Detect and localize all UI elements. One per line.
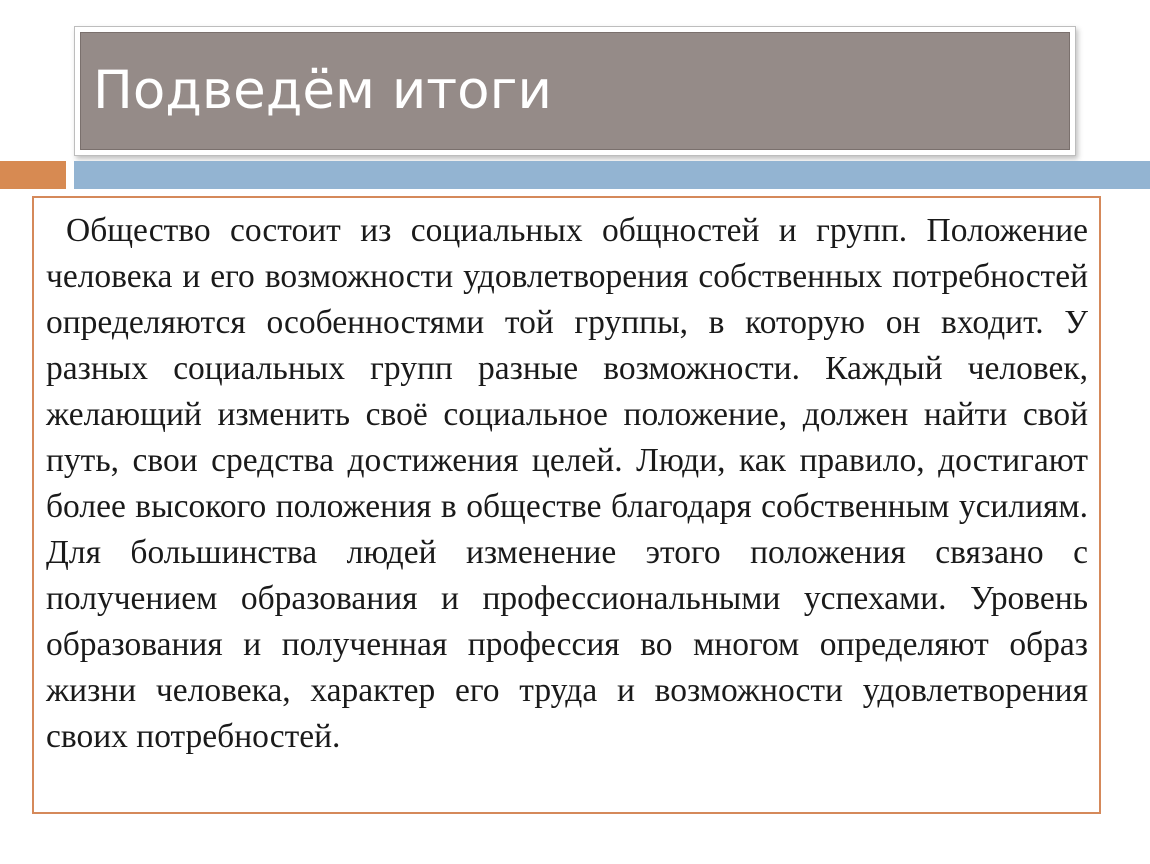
accent-bar-blue xyxy=(74,161,1150,189)
content-box xyxy=(32,196,1101,814)
title-box xyxy=(80,32,1070,150)
body-text: Общество состоит из социальных общностей и групп. Положение человека и его возможности удовлетворения собственных потребностей определяются особенностями той группы, в которую он входит. У разных социальных групп разные возможности. Каждый человек, желающий изменить своё социальное положение, должен найти свой путь, свои средства достижения целей. Люди, как правило, достигают более высокого положения в обществе благодаря собственным усилиям. Для большинства людей изменение этого положения связано с получением образования и профессиональными успехами. Уровень образования и полученная профессия во многом определяют образ жизни человека, характер его труда и возможности удовлетворения своих потребностей. xyxy=(46,212,1088,755)
title-frame xyxy=(74,26,1076,156)
slide-title: Подведём итоги xyxy=(93,60,552,121)
accent-bar-orange xyxy=(0,161,66,189)
